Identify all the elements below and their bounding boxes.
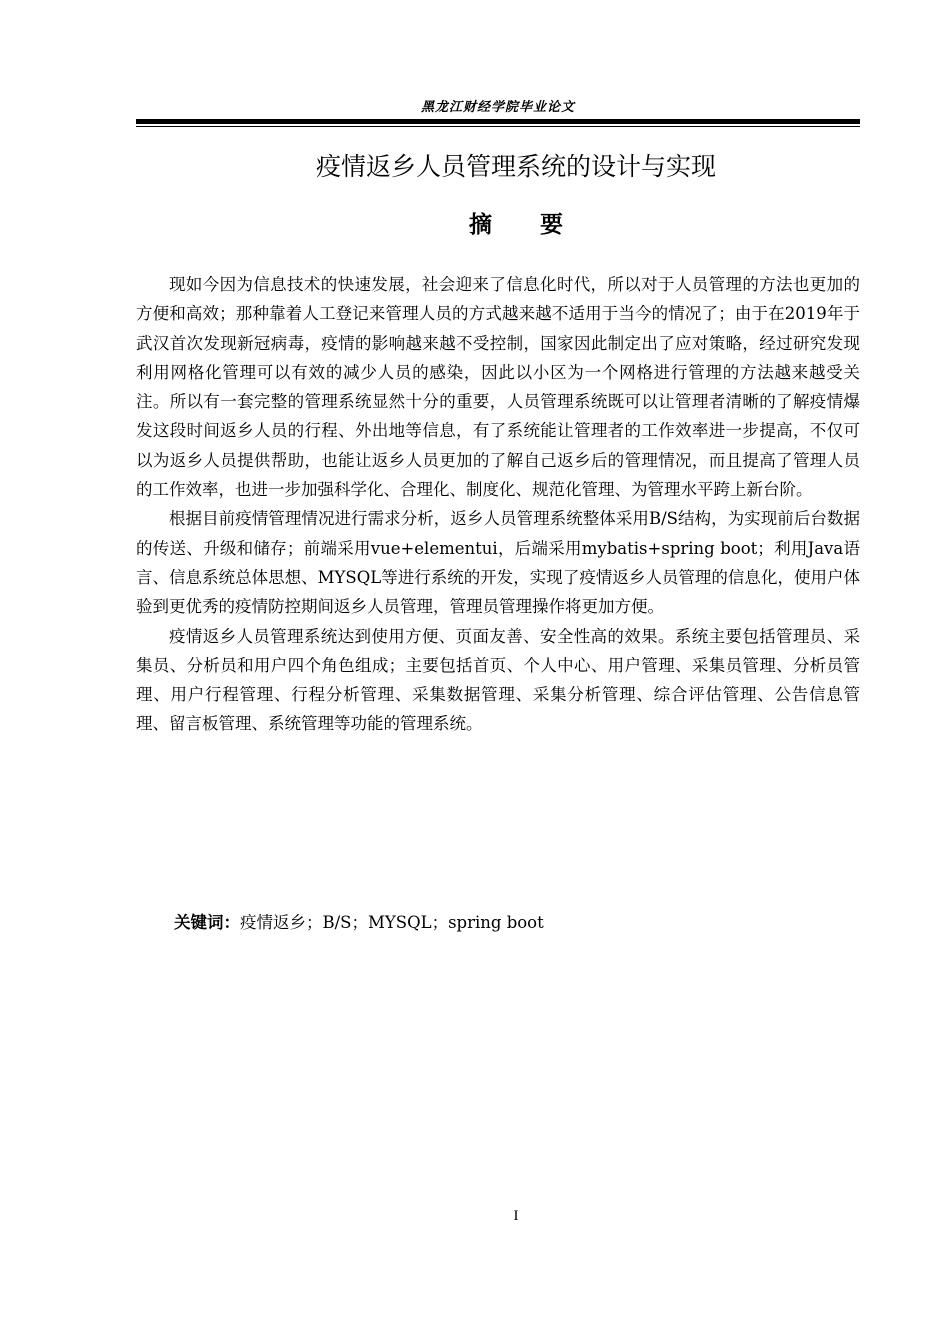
header-rule-thin — [136, 126, 860, 127]
abstract-heading — [136, 208, 896, 242]
keywords-label: 关键词： — [174, 913, 240, 932]
abstract-heading-char-2: 要 — [540, 212, 563, 238]
keywords-line — [174, 909, 860, 937]
running-header: 黑龙江财经学院毕业论文 — [420, 100, 575, 115]
abstract-paragraph-2: 根据目前疫情管理情况进行需求分析，返乡人员管理系统整体采用B/S结构，为实现前后台数据的传送、升级和储存；前端采用vue+elementui，后端采用mybatis+spring boot；利用Java语言、信息系统总体思想、MYSQL等进行系统的开发，实现了疫情返乡人员管理的信息化，使用户体验到更优秀的疫情防控期间返乡人员管理，管理员管理操作将更加方便。 — [136, 509, 860, 617]
abstract-paragraph-1: 现如今因为信息技术的快速发展，社会迎来了信息化时代，所以对于人员管理的方法也更加的方便和高效；那种靠着人工登记来管理人员的方式越来越不适用于当今的情况了；由于在2019年于武汉首次发现新冠病毒，疫情的影响越来越不受控制，国家因此制定出了应对策略，经过研究发现利用网格化管理可以有效的减少人员的感染，因此以小区为一个网格进行管理的方法越来越受关注。所以有一套完整的管理系统显然十分的重要，人员管理系统既可以让管理者清晰的了解疫情爆发这段时间返乡人员的行程、外出地等信息，有了系统能让管理者的工作效率进一步提高，不仅可以为返乡人员提供帮助，也能让返乡人员更加的了解自己返乡后的管理情况，而且提高了管理人员的工作效率，也进一步加强科学化、合理化、制度化、规范化管理、为管理水平跨上新台阶。 — [136, 275, 860, 500]
abstract-heading-char-1: 摘 — [469, 212, 492, 238]
abstract-paragraph-3: 疫情返乡人员管理系统达到使用方便、页面友善、安全性高的效果。系统主要包括管理员、采集员、分析员和用户四个角色组成；主要包括首页、个人中心、用户管理、采集员管理、分析员管理、用户行程管理、行程分析管理、采集数据管理、采集分析管理、综合评估管理、公告信息管理、留言板管理、系统管理等功能的管理系统。 — [136, 626, 860, 734]
header-rule-thick — [136, 119, 860, 124]
keywords-text: 疫情返乡；B/S；MYSQL；spring boot — [240, 913, 544, 932]
abstract-body — [136, 270, 860, 739]
paper-title: 疫情返乡人员管理系统的设计与实现 — [315, 152, 716, 181]
page-number: I — [513, 1208, 519, 1224]
